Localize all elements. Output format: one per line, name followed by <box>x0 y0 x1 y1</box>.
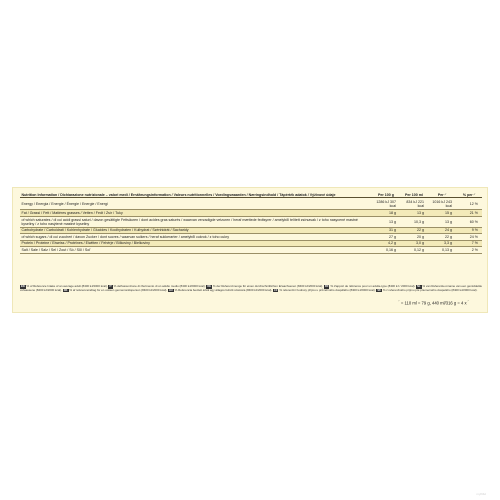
value-per-100ml: 0,12 g <box>400 247 428 253</box>
value-ri-percent: 60 % <box>456 216 482 227</box>
row-label: of which saturates / di cui acidi grassi saturi / davon gesättigte Fettsäuren / dont acides gras saturés / waarvan verzadigde vetzuren / heraf mættede fedtsyrer / amelyből telített zsírsavak / z toho nasycené mastné kyseliny / z toho nasýtené mastné kyseliny <box>20 216 372 227</box>
value-per-portion: 15 g <box>428 210 456 216</box>
header-per-portion: Per ◜ <box>428 192 456 198</box>
reference-intake-text: % Referencia beviteli érték egy átlagos felnőtt számára (8400 kJ/2000 kcal). <box>174 287 273 292</box>
value-per-100g: 0,16 g <box>372 247 400 253</box>
value-ri-percent: 21 % <box>456 210 482 216</box>
portion-icon: ◜ <box>467 299 469 303</box>
row-label: Fat / Grassi / Fett / Matières grasses / Vetten / Fedt / Zsír / Tuky <box>20 210 372 216</box>
portion-icon: ◜ <box>444 192 447 197</box>
language-badge: FR <box>324 285 329 288</box>
reference-intake-text: % referenční hodnoty příjmu u průměrného dospělého (8400 kJ/2000 kcal). <box>279 287 376 292</box>
value-per-100g: 18 g <box>372 210 400 216</box>
value-per-portion: 24 g <box>428 227 456 233</box>
reference-intake-note <box>20 285 482 292</box>
language-badge: IT <box>109 285 112 288</box>
value-per-100ml: 3,0 g <box>400 240 428 246</box>
header-per-100ml: Per 100 ml <box>400 192 428 198</box>
value-per-100g: 4,2 g <box>372 240 400 246</box>
header-ri-percent: % per ◜ <box>456 192 482 198</box>
value-per-100ml: 10,3 g <box>400 216 428 227</box>
row-label: Salt / Sale / Salz / Sel / Zout / Só / Sůl / Soľ <box>20 247 372 253</box>
row-label: Energy / Energia / Energie / Énergie / Energie / Energi <box>20 198 372 210</box>
row-label: Protein / Proteine / Eiweiss / Protéines / Eiwitten / Fehérje / Bílkoviny / Bielkoviny <box>20 240 372 246</box>
header-label: Nutrition Information / Dichiarazione nutrizionale – valori medi / Ernährungsinformation / Valeurs nutritionnelles / Voedingswaarden / Næringsindhold / Tápérték adatok / Výživové údaje <box>20 192 372 198</box>
language-badge: NL <box>417 285 421 288</box>
language-badge: EN <box>21 285 25 288</box>
value-per-100g: 1286 kJ 307 kcal <box>372 198 400 210</box>
header-per-100g: Per 100 g <box>372 192 400 198</box>
portion-icon: ◜ <box>473 192 476 197</box>
portion-icon: ◜ <box>398 299 400 303</box>
value-per-portion: 3,3 g <box>428 240 456 246</box>
row-label: Carbohydrate / Carboidrati / Kohlenhydrate / Glucides / Koolhydraten / Kulhydrat / Szénhidrát / Sacharidy <box>20 227 372 233</box>
reference-intake-text: % van Referentie-inname van een gemiddelde volwassene (8400 kJ/2000 kcal). <box>20 284 483 292</box>
value-per-portion: 22 g <box>428 234 456 240</box>
row-label: of which sugars / di cui zuccheri / davon Zucker / dont sucres / waarvan suikers / heraf sukkerarter / amelyből cukrok / z toho cukry <box>20 234 372 240</box>
value-per-portion: 1016 kJ 243 kcal <box>428 198 456 210</box>
language-badge: HU <box>169 288 173 292</box>
table-row <box>20 198 482 210</box>
table-row <box>20 216 482 227</box>
language-badge: CZ <box>273 288 278 292</box>
nutrition-panel <box>12 187 488 313</box>
reference-intake-text: % z referenčného príjmu pre priemerného dospelého (8400 kJ/2000 kcal). <box>382 287 478 292</box>
value-per-100ml: 20 g <box>400 234 428 240</box>
value-per-100ml: 834 kJ 221 kcal <box>400 198 428 210</box>
value-per-100ml: 13 g <box>400 210 428 216</box>
reference-intake-text: % dell'assunzione di riferimento di un adulto medio (8400 kJ/2000 kcal). <box>113 284 206 288</box>
portion-note <box>399 299 470 305</box>
value-per-portion: 0,13 g <box>428 247 456 253</box>
value-ri-percent: 24 % <box>456 234 482 240</box>
watermark: myfitful <box>476 492 486 496</box>
value-ri-percent: 9 % <box>456 227 482 233</box>
portion-note-text: = 110 ml = 79 g, 440 ml/316 g = 4 x <box>400 300 467 306</box>
reference-intake-text: % af referenceindtag for en voksen gennemsnitsperson (8400 kJ/2000 kcal). <box>69 287 168 292</box>
language-badge: SK <box>377 288 381 292</box>
value-ri-percent: 12 % <box>456 198 482 210</box>
value-ri-percent: 7 % <box>456 240 482 246</box>
reference-intake-text: % of Reference Intake of an average adult (8400 kJ/2000 kcal). <box>26 284 108 288</box>
value-per-100g: 13 g <box>372 216 400 227</box>
reference-intake-text: % der Referenzmenge für einen durchschnittlichen Erwachsenen (8400 kJ/2000 kcal). <box>212 284 324 288</box>
table-row <box>20 247 482 253</box>
language-badge: DE <box>207 285 211 288</box>
value-per-100ml: 22 g <box>400 227 428 233</box>
value-ri-percent: 2 % <box>456 247 482 253</box>
value-per-portion: 13 g <box>428 216 456 227</box>
value-per-100g: 31 g <box>372 227 400 233</box>
value-per-100g: 27 g <box>372 234 400 240</box>
nutrition-table <box>20 192 482 254</box>
reference-intake-text: % d'apport de référence pour un adulte-type (8400 kJ / 2000 kcal). <box>330 284 416 288</box>
language-badge: DK <box>63 288 68 292</box>
